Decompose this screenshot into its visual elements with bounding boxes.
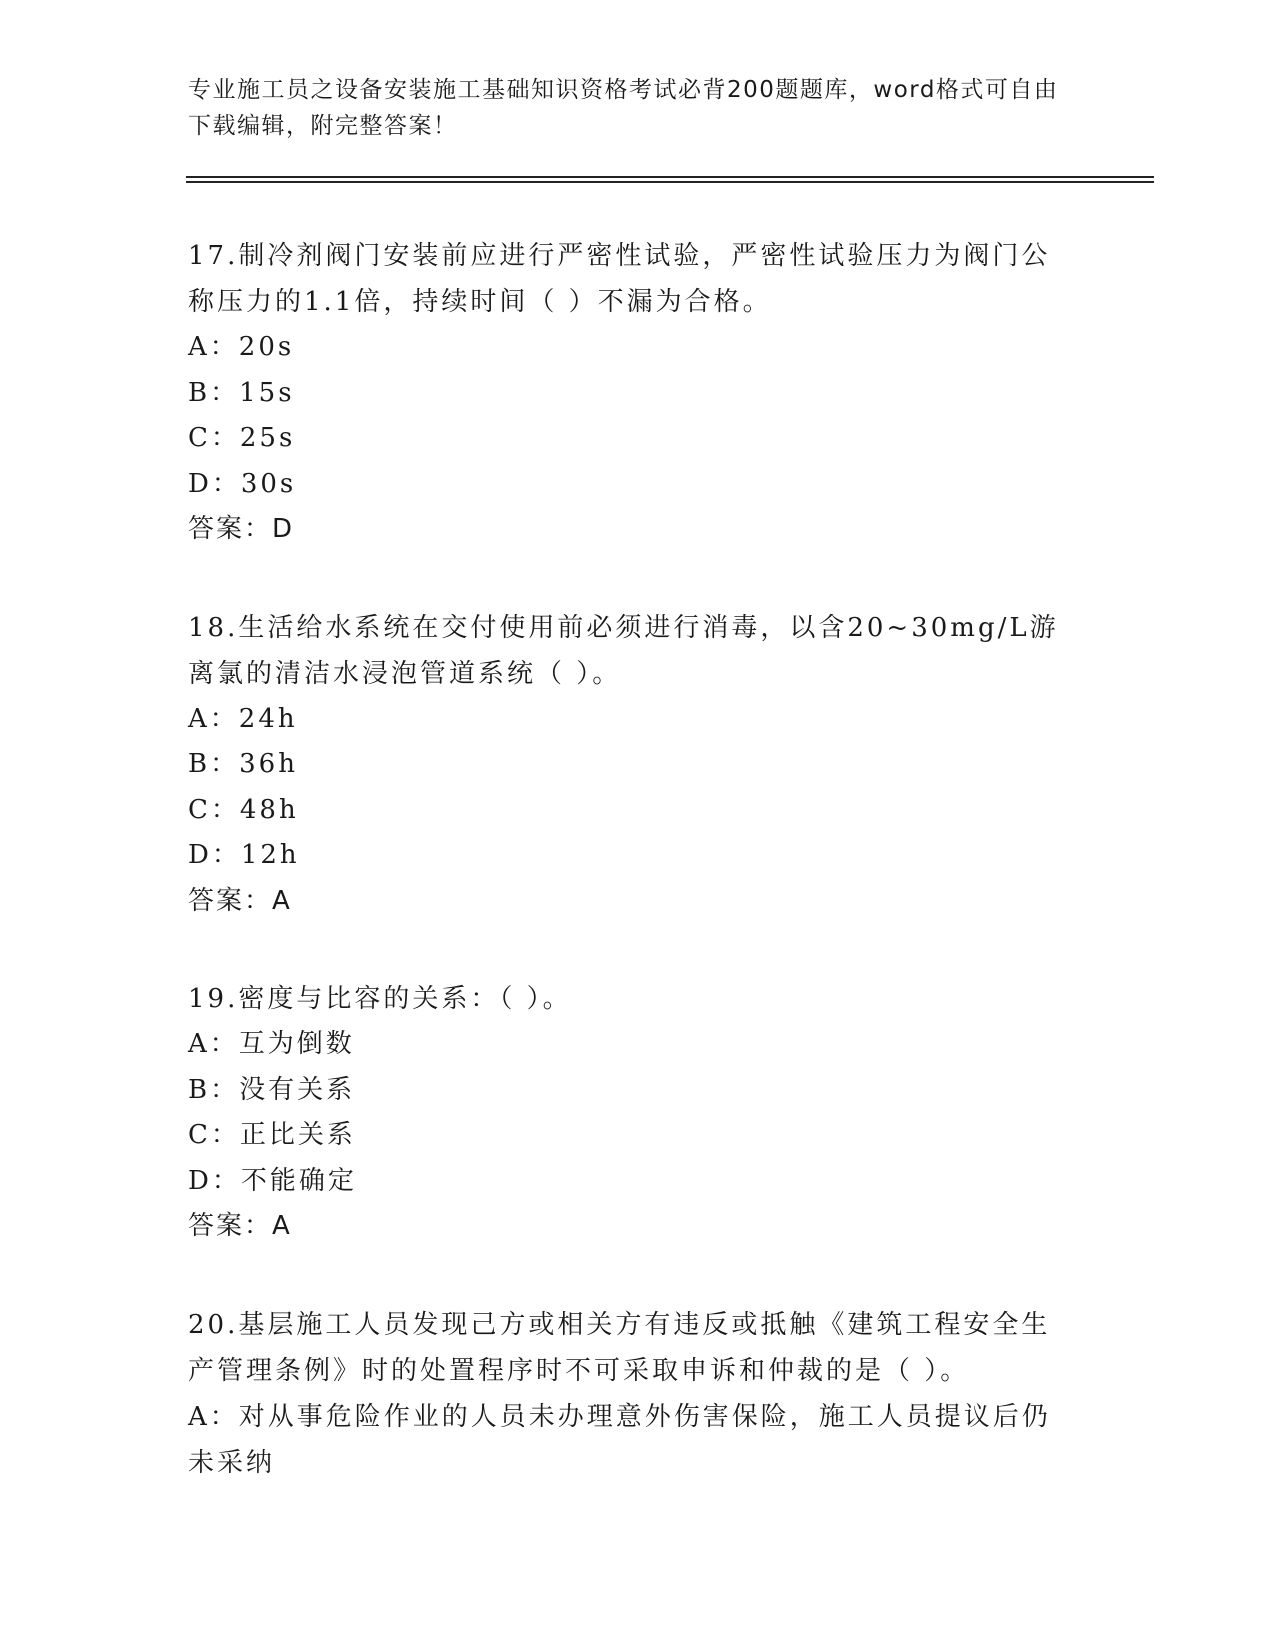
question-list (188, 233, 1078, 1538)
answer: 答案：A (188, 1211, 292, 1241)
question-text: 19.密度与比容的关系：（ ）。 (188, 984, 572, 1014)
answer: 答案：D (188, 514, 295, 544)
question-17 (188, 233, 1078, 553)
option-a: A：对从事危险作业的人员未办理意外伤害保险，施工人员提议后仍未采纳 (188, 1401, 1051, 1478)
option-c: C：48h (188, 794, 299, 825)
option-b: B：36h (188, 749, 298, 779)
header-divider-bottom (186, 181, 1154, 183)
document-header: 专业施工员之设备安装施工基础知识资格考试必背200题题库，word格式可自由下载编辑，附完整答案！ (188, 77, 1059, 139)
question-20 (188, 1302, 1078, 1486)
option-c: C：正比关系 (188, 1120, 356, 1150)
option-d: D：30s (188, 468, 297, 499)
answer: 答案：A (188, 885, 292, 916)
question-text: 17.制冷剂阀门安装前应进行严密性试验，严密性试验压力为阀门公称压力的1.1倍，持续时间（ ）不漏为合格。 (188, 241, 1051, 317)
question-text: 20.基层施工人员发现己方或相关方有违反或抵触《建筑工程安全生产管理条例》时的处置程序时不可采取申诉和仲裁的是（ ）。 (188, 1309, 1051, 1386)
question-19 (188, 976, 1078, 1250)
option-d: D：12h (188, 840, 300, 870)
option-c: C：25s (188, 423, 296, 453)
option-a: A：24h (188, 703, 298, 734)
option-b: B：15s (188, 377, 295, 408)
option-b: B：没有关系 (188, 1074, 356, 1105)
option-a: A：互为倒数 (188, 1029, 355, 1059)
option-d: D：不能确定 (188, 1165, 357, 1196)
question-text: 18.生活给水系统在交付使用前必须进行消毒，以含20~30mg/L游离氯的清洁水浸泡管道系统（ ）。 (188, 612, 1059, 689)
question-18 (188, 605, 1078, 925)
header-divider-top (186, 176, 1154, 178)
option-a: A：20s (188, 332, 295, 362)
